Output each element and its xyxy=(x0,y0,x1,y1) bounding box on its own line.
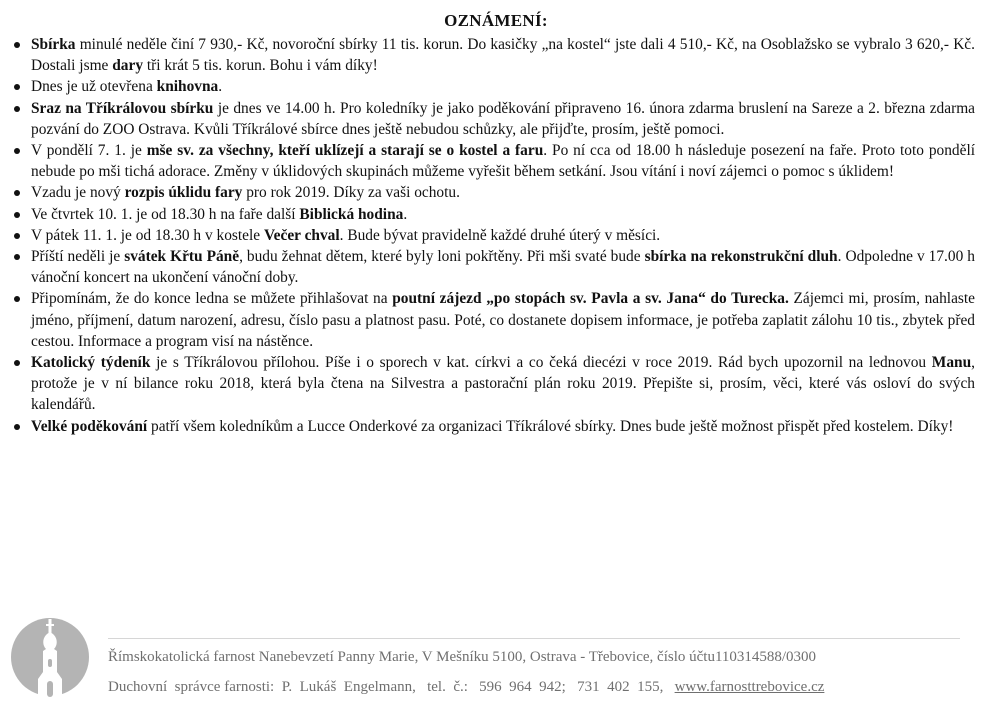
footer-contact-text: Duchovní správce farnosti: P. Lukáš Engelmann, tel. č.: 596 964 942; 731 402 155, xyxy=(108,679,675,695)
list-item xyxy=(13,98,975,140)
bold-text: mše sv. za všechny, kteří uklízejí a starají se o kostel a faru xyxy=(146,142,544,160)
text: , protože je v ní bilance roku 2018, která byla čtena na Silvestra a pastorační plán roku 2019. Přepište si, prosím, věci, které vás osloví do svých kalendářů. xyxy=(31,354,975,414)
bold-text: Biblická hodina xyxy=(299,205,404,223)
text: Zájemci mi, prosím, nahlaste jméno, příjmení, datum narození, adresu, číslo pasu a platnost pasu. Poté, co dostanete dopisem informace, je potřeba zaplatit zálohu 10 tis., zbytek před cestou. Informace a program visí na nástěnce. xyxy=(31,290,976,350)
footer-contact xyxy=(108,679,824,696)
list-item xyxy=(13,352,975,416)
text: Příští neděli je xyxy=(31,248,125,266)
bold-text: poutní zájezd „po stopách sv. Pavla a sv. Jana“ do Turecka. xyxy=(392,290,789,308)
text: je s Tříkrálovou přílohou. Píše i o sporech v kat. církvi a co čeká diecézi v roce 2019. Rád bych upozornil na lednovou xyxy=(150,354,932,372)
text: . Po ní cca od 18.00 h následuje posezení na faře. Proto toto pondělí nebude po mši tichá adorace. Změny v úklidových skupinách můžeme vyřešit během setkání. Jsou vítání i noví zájemci o pomoc s úklidem! xyxy=(31,142,976,181)
bold-text: Sraz na Tříkrálovou sbírku xyxy=(31,99,214,117)
announcement-list xyxy=(13,34,975,437)
website-link[interactable]: www.farnosttrebovice.cz xyxy=(674,679,825,695)
text: Ve čtvrtek 10. 1. je od 18.30 h na faře další xyxy=(31,205,300,223)
list-item xyxy=(13,34,975,76)
text: V pondělí 7. 1. je xyxy=(31,142,147,160)
list-item xyxy=(13,204,975,225)
bold-text: Večer chval xyxy=(263,226,340,244)
text: . Odpoledne v 17.00 h vánoční koncert na ukončení vánoční doby. xyxy=(31,248,975,287)
text: Vzadu je nový xyxy=(31,184,125,202)
text: Dnes je už otevřena xyxy=(31,78,157,96)
text: patří všem koledníkům a Lucce Onderkové za organizaci Tříkrálové sbírky. Dnes bude ještě možnost přispět před kostelem. Díky! xyxy=(147,417,954,435)
bold-text: svátek Křtu Páně xyxy=(124,248,240,266)
page-title: OZNÁMENÍ: xyxy=(444,11,548,30)
text: je dnes ve 14.00 h. Pro koledníky je jako poděkování připraveno 16. února zdarma bruslení na Sareze a 2. března zdarma pozvání do ZOO Ostrava. Kvůli Tříkrálové sbírce dnes ještě nebudou schůzky, ale přijďte, prosím, ještě pomoci. xyxy=(31,99,975,138)
list-item xyxy=(13,76,975,97)
list-item xyxy=(13,225,975,246)
footer-parish-info: Římskokatolická farnost Nanebevzetí Panny Marie, V Mešníku 5100, Ostrava - Třebovice, číslo účtu110314588/0300 xyxy=(108,649,817,665)
text: . xyxy=(218,78,223,96)
list-item xyxy=(13,246,975,288)
text: , budu žehnat dětem, které byly loni pokřtěny. Při mši svaté bude xyxy=(239,248,645,266)
text: Připomínám, že do konce ledna se můžete přihlašovat na xyxy=(31,290,393,308)
text: tři krát 5 tis. korun. Bohu i vám díky! xyxy=(143,57,378,75)
text: . xyxy=(403,205,408,223)
list-item xyxy=(13,140,975,182)
list-item xyxy=(13,416,975,437)
bold-text: dary xyxy=(112,57,144,75)
text: V pátek 11. 1. je od 18.30 h v kostele xyxy=(31,226,264,244)
bold-text: rozpis úklidu fary xyxy=(124,184,243,202)
text: . Bude bývat pravidelně každé druhé úterý v měsíci. xyxy=(339,226,661,244)
bold-text: Sbírka xyxy=(31,36,76,53)
bold-text: sbírka na rekonstrukční dluh xyxy=(644,248,838,266)
text: pro rok 2019. Díky za vaši ochotu. xyxy=(242,184,460,202)
church-logo-icon xyxy=(10,617,90,697)
footer-divider xyxy=(108,638,960,639)
list-item xyxy=(13,288,975,352)
list-item xyxy=(13,182,975,203)
bold-text: Katolický týdeník xyxy=(31,354,151,372)
bold-text: Manu xyxy=(931,354,972,372)
bold-text: Velké poděkování xyxy=(31,417,148,435)
bold-text: knihovna xyxy=(156,78,219,96)
text: minulé neděle činí 7 930,- Kč, novoroční sbírky 11 tis. korun. Do kasičky „na kostel“ jste dali 4 510,- Kč, na Osoblažsko se vybralo 3 620,- Kč. Dostali jsme xyxy=(31,36,975,75)
